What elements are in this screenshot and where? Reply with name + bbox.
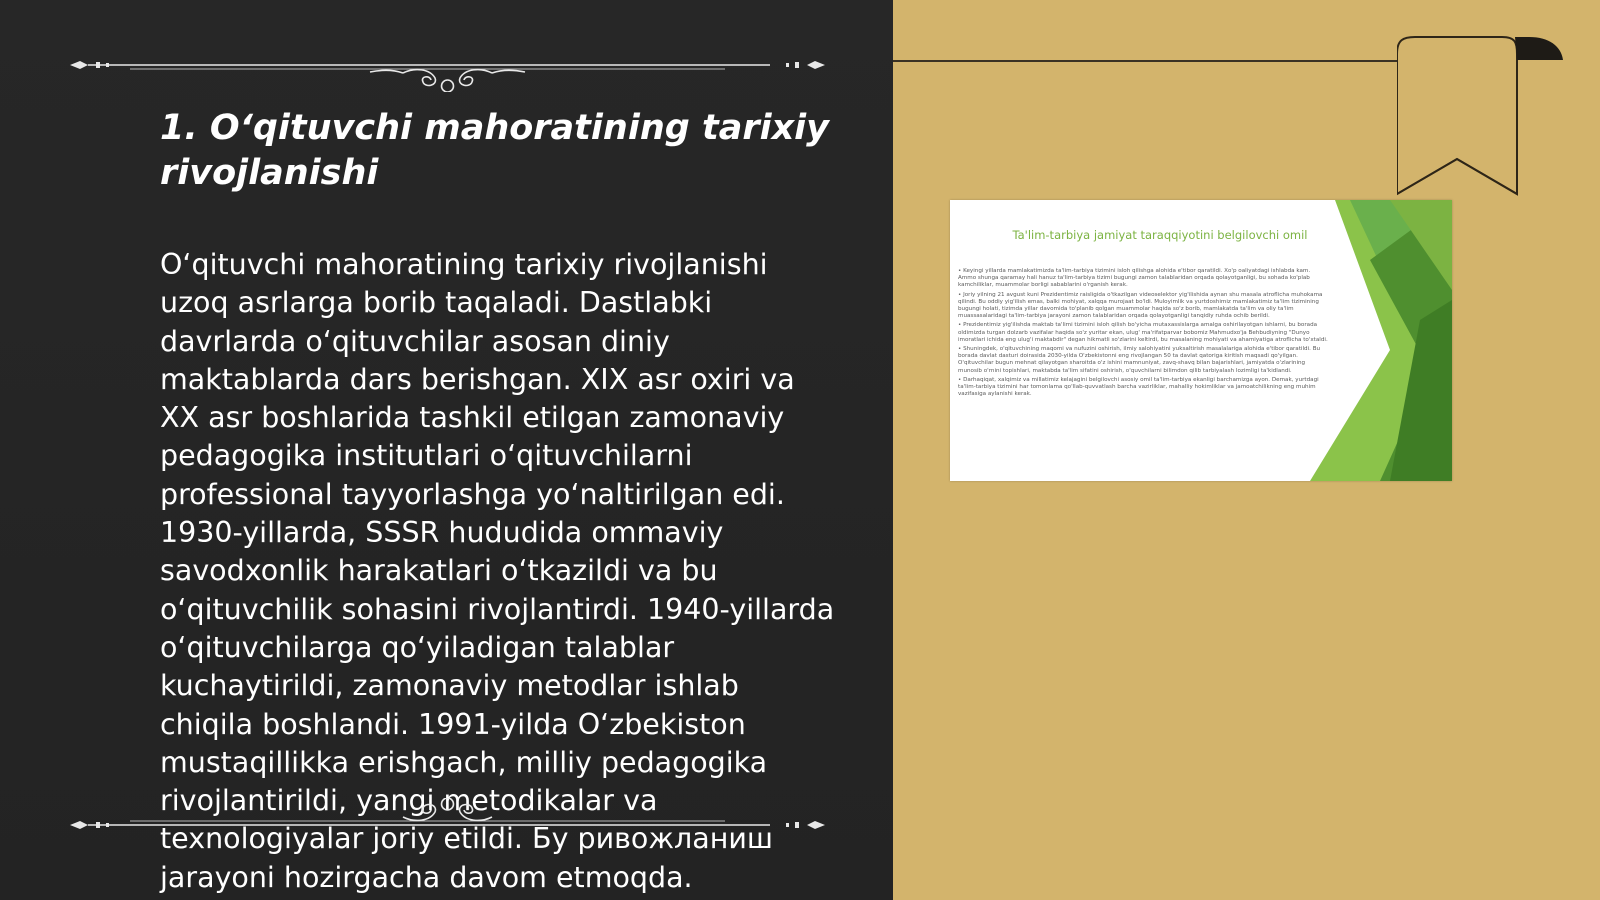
thumbnail-paragraph: • Keyingi yillarda mamlakatimizda ta'lim-tarbiya tizimini isloh qilishga alohida e'tibor qaratildi. Xo'p oaliyatdagi ishlabda kam. Ammo shunga qaramay hali hanuz ta'lim-tarbiya tizimi bugungi zamon talablaridan orqada qolayotganligi, bu sohada ko'plab kamchiliklar, muammolar borligi sabablarini o'rganish kerak. bbox=[958, 268, 1311, 289]
thumbnail-paragraph: • Darhaqiqat, xalqimiz va millatimiz kelajagini belgilovchi asosiy omil ta'lim-tarbiya ekanligi barchamizga ayon. Demak, yurtdagi ta'lim-tarbiya tizimini har tomonlama qo'llab-quvvatlash barcha vazirliklar, mahalliy hokimliklar va jamoatchilikning eng muhim vazifasiga aylanishi kerak. bbox=[958, 376, 1319, 398]
thumbnail-paragraph: • Joriy yilning 21 avgust kuni Prezidentimiz raisligida o'tkazilgan videoselektor yig'ilishida aynan shu masala atroflicha muhokama qilindi. Bu oddiy yig'ilish emas, balki mohiyat, xalqqa murojaat bo'ldi. Muloyimlik va yurtdoshimiz mamlakatimiz ta'lim tizimining bugungi holati, tizimda yillar davomida to'planib qolgan muammolar haqida so'z borib, mamlakatda ta'lim va oliy ta'lim muassasalaridagi ta'lim-tarbiya jarayoni zamon talablaridan orqada qolayotganligi tanqidiy ruhda ochib berildi. bbox=[958, 291, 1323, 320]
bottom-ornament-divider bbox=[70, 798, 825, 848]
thumbnail-paragraph: • Prezidentimiz yig'ilishda maktab ta'limi tizimini isloh qilish bo'yicha mutaxassislarga amalga oshirilayotgan ishlarni, bu borada oldimizda turgan dolzarb vazifalar haqida so'z yuritar ekan, ulug' ma'rifatparvar bobomiz Mahmudxo'ja Behbudiyning "Dunyo imoratlari ichida eng ulug'i maktabdir" degan hikmatli so'zlarini keltirdi, bu masalaning mohiyati va ahamiyatiga atroflicha to'xtaldi. bbox=[958, 322, 1328, 343]
top-ornament-divider bbox=[70, 42, 825, 92]
slide-body-text: O‘qituvchi mahoratining tarixiy rivojlanishi uzoq asrlarga borib taqaladi. Dastlabki davrlarda o‘qituvchilar asosan diniy maktablarda dars berishgan. XIX asr oxiri va XX asr boshlarida tashkil etilgan zamonaviy pedagogika institutlari o‘qituvchilarni professional tayyorlashga yo‘naltirilgan edi. 1930-yillarda, SSSR hududida ommaviy savodxonlik harakatlari o‘tkazildi va bu o‘qituvchilik sohasini rivojlantirdi. 1940-yillarda o‘qituvchilarga qo‘yiladigan talablar kuchaytirildi, zamonaviy metodlar ishlab chiqila boshlandi. 1991-yilda O‘zbekiston mustaqillikka erishgach, milliy pedagogika rivojlantirildi, yangi metodikalar va texnologiyalar joriy etildi. Бу ривожланиш jarayoni hozirgacha davom etmoqda. bbox=[160, 248, 835, 894]
bookmark-ribbon-icon bbox=[1397, 34, 1577, 204]
slide-thumbnail-image bbox=[950, 200, 1452, 481]
thumbnail-text bbox=[958, 268, 1328, 400]
image-panel bbox=[893, 0, 1600, 900]
thumbnail-title: Ta'lim-tarbiya jamiyat taraqqiyotini belgilovchi omil bbox=[1012, 228, 1308, 242]
slide-title: 1. O‘qituvchi mahoratining tarixiy rivojlanishi bbox=[160, 108, 829, 193]
thumbnail-paragraph: • Shuningdek, o'qituvchining maqomi va nufuzini oshirish, ilmiy salohiyatini yuksaltirish masalalariga alohida e'tibor qaratildi. Bu borada davlat dasturi doirasida 2030-yilda O'zbekistonni eng rivojlangan 50 ta davlat qatoriga kiritish maqsadi qo'yilgan. O'qituvchilar bugun mehnat qilayotgan sharoitda o'z ishini mamnuniyat, zavq-shavq bilan bajarishlari, jamiyatda o'zlarining munosib o'rnini topishlari, maktabda ta'lim sifatini oshirish, o'quvchilarni bilimdon qilib tarbiyalash lozimligi ta'kidlandi. bbox=[958, 346, 1321, 374]
